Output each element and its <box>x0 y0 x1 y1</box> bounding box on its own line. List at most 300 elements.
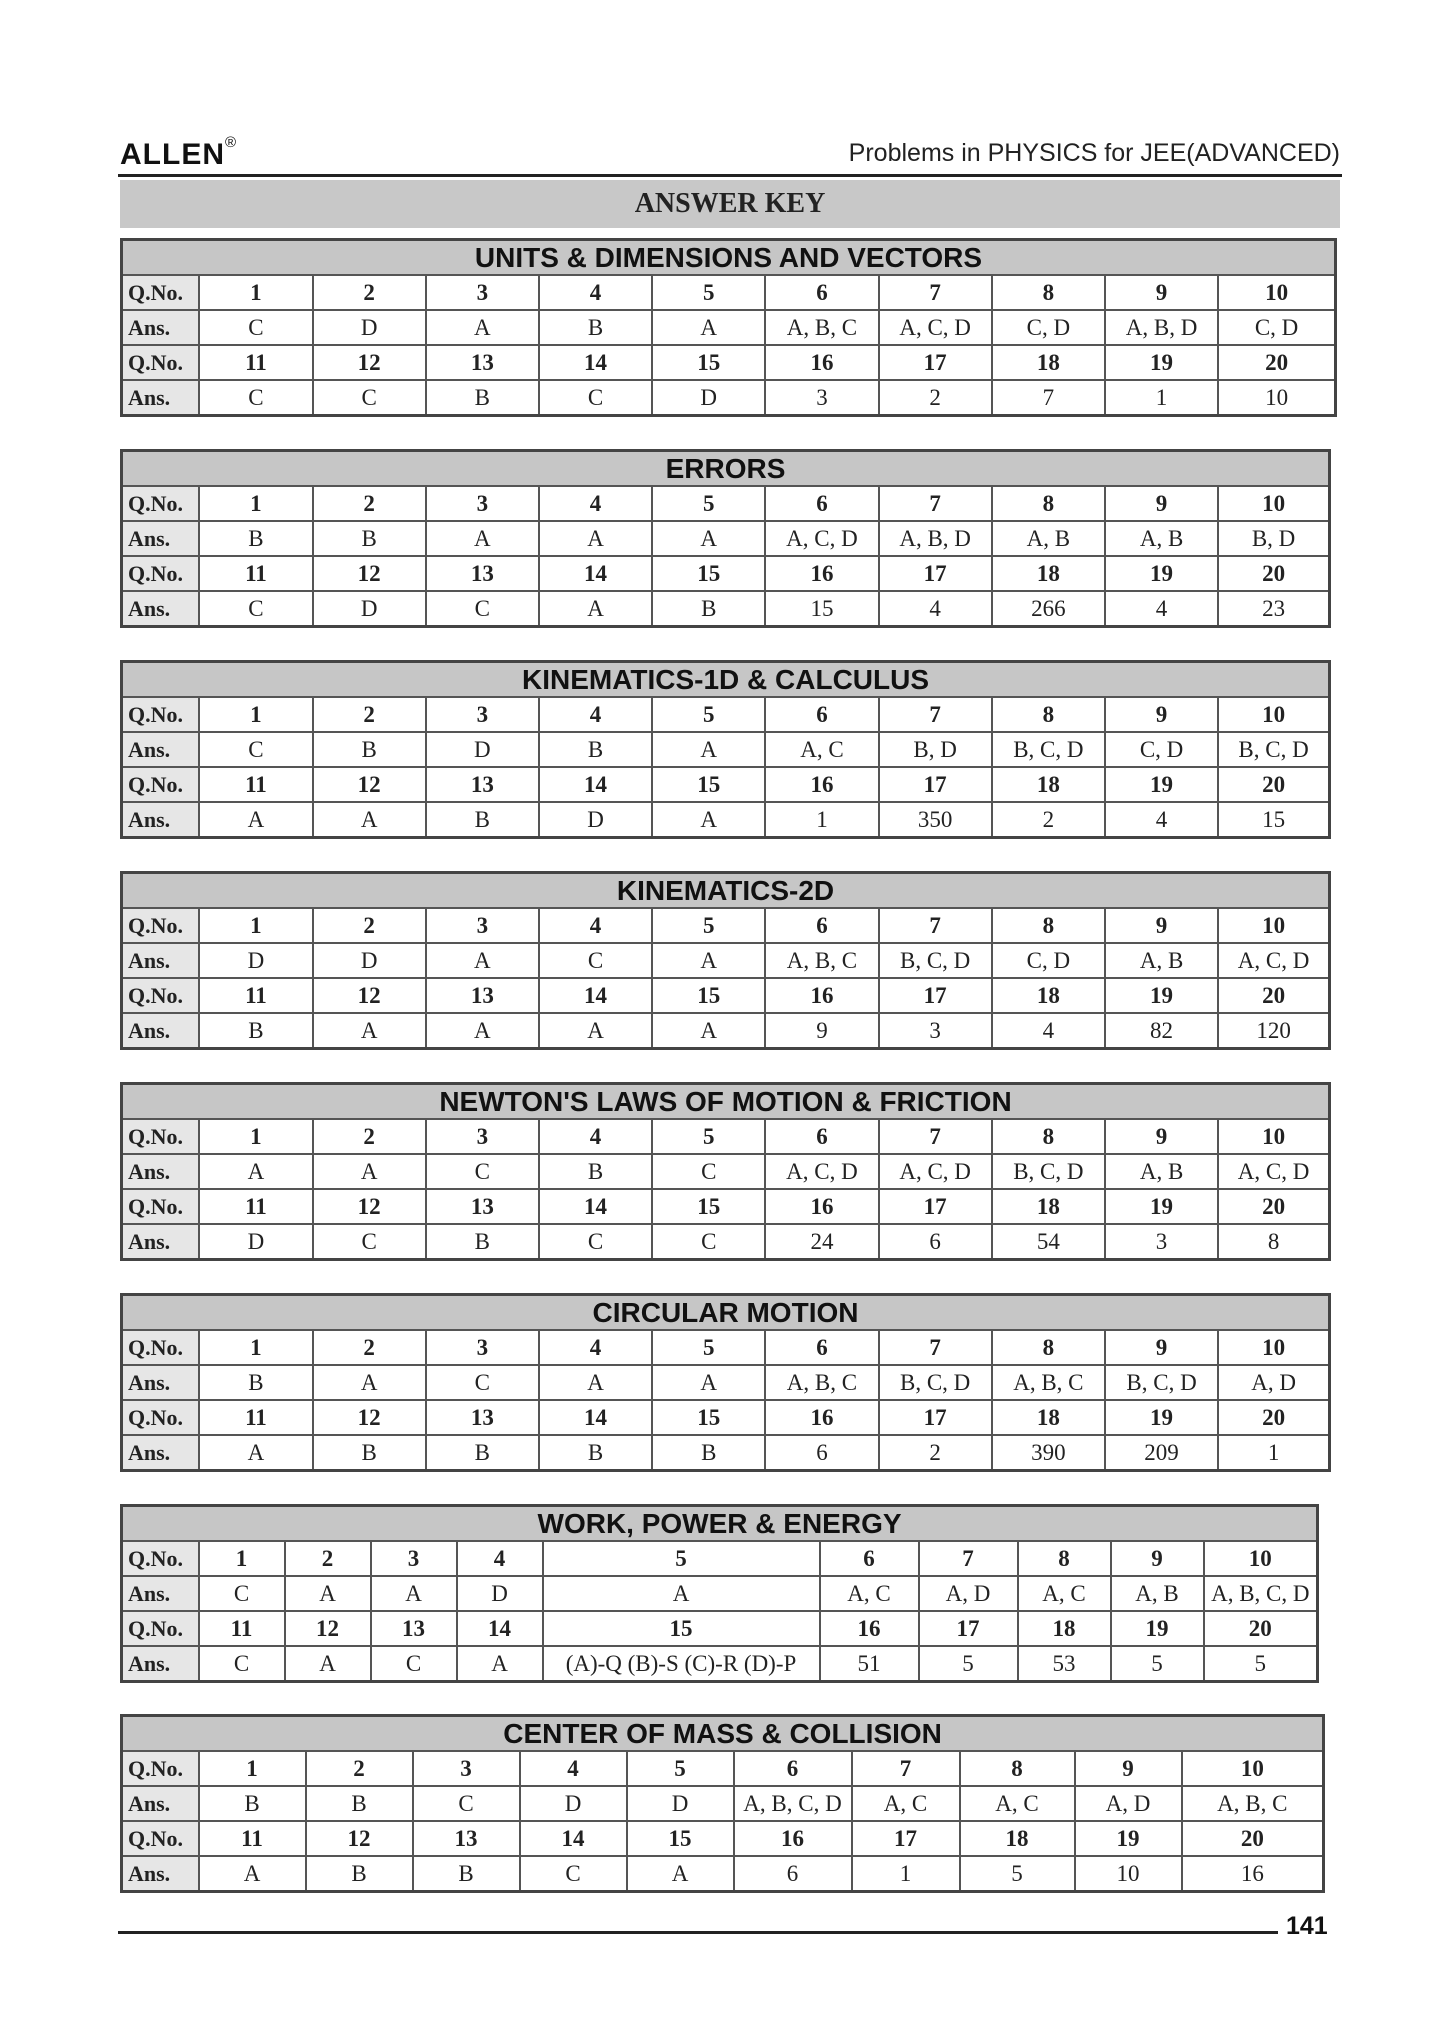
section-title: CENTER OF MASS & COLLISION <box>122 1716 1324 1752</box>
section-title: WORK, POWER & ENERGY <box>122 1506 1318 1542</box>
answer-cell: 4 <box>992 1013 1105 1049</box>
answer-cell: B <box>413 1856 520 1892</box>
question-number-row <box>122 767 1330 802</box>
question-number-cell: 20 <box>1218 767 1329 802</box>
question-number-cell: 9 <box>1105 1119 1218 1154</box>
answer-cell: A <box>199 1154 312 1189</box>
question-number-cell: 1 <box>199 1541 285 1576</box>
question-number-row <box>122 908 1330 943</box>
question-number-cell: 6 <box>765 1119 878 1154</box>
question-number-cell: 10 <box>1218 697 1329 732</box>
question-number-cell: 5 <box>652 1330 765 1365</box>
question-number-cell: 14 <box>539 1400 652 1435</box>
row-label: Ans. <box>122 591 200 627</box>
question-number-cell: 15 <box>652 556 765 591</box>
question-number-cell: 12 <box>313 345 426 380</box>
question-number-cell: 19 <box>1105 1189 1218 1224</box>
answer-cell: B <box>199 521 312 556</box>
question-number-cell: 4 <box>539 1119 652 1154</box>
question-number-cell: 7 <box>879 486 992 521</box>
answer-cell: 10 <box>1218 380 1335 416</box>
answer-cell: A <box>539 591 652 627</box>
question-number-cell: 1 <box>199 1330 312 1365</box>
answer-cell: 10 <box>1075 1856 1182 1892</box>
footer-rule <box>118 1931 1278 1934</box>
row-label: Ans. <box>122 1154 200 1189</box>
row-label: Q.No. <box>122 1400 200 1435</box>
question-number-cell: 3 <box>371 1541 457 1576</box>
answer-cell: (A)-Q (B)-S (C)-R (D)-P <box>543 1646 820 1682</box>
answer-cell: 1 <box>852 1856 960 1892</box>
answer-row <box>122 1646 1318 1682</box>
question-number-cell: 11 <box>199 556 312 591</box>
question-number-cell: 13 <box>426 345 539 380</box>
answer-cell: C <box>539 943 652 978</box>
row-label: Q.No. <box>122 1330 200 1365</box>
answer-cell: B, C, D <box>1218 732 1329 767</box>
answer-cell: A <box>371 1576 457 1611</box>
row-label: Q.No. <box>122 1119 200 1154</box>
question-number-cell: 17 <box>879 1400 992 1435</box>
answer-cell: C <box>413 1786 520 1821</box>
answer-cell: A, B, C <box>1182 1786 1324 1821</box>
answer-cell: D <box>199 1224 312 1260</box>
answer-cell: A, C, D <box>765 1154 878 1189</box>
question-number-cell: 8 <box>992 486 1105 521</box>
answer-cell: C <box>539 380 652 416</box>
answer-cell: A <box>199 802 312 838</box>
answer-cell: 4 <box>879 591 992 627</box>
question-number-cell: 3 <box>426 1330 539 1365</box>
answer-cell: C <box>652 1154 765 1189</box>
question-number-cell: 18 <box>992 1400 1105 1435</box>
answer-cell: B, C, D <box>992 732 1105 767</box>
row-label: Q.No. <box>122 556 200 591</box>
question-number-cell: 19 <box>1105 556 1218 591</box>
row-label: Ans. <box>122 310 200 345</box>
question-number-cell: 19 <box>1105 978 1218 1013</box>
answer-cell: A, C <box>1018 1576 1111 1611</box>
question-number-cell: 10 <box>1218 1330 1329 1365</box>
answer-cell: 2 <box>992 802 1105 838</box>
question-number-cell: 16 <box>765 1189 878 1224</box>
answer-cell: A <box>652 802 765 838</box>
question-number-cell: 1 <box>199 1751 306 1786</box>
answer-cell: 2 <box>879 1435 992 1471</box>
answer-row <box>122 802 1330 838</box>
answer-cell: 7 <box>992 380 1105 416</box>
answer-row <box>122 1435 1330 1471</box>
answer-cell: B <box>539 1154 652 1189</box>
answer-cell: 4 <box>1105 802 1218 838</box>
row-label: Ans. <box>122 1224 200 1260</box>
question-number-cell: 20 <box>1218 345 1335 380</box>
question-number-cell: 15 <box>652 767 765 802</box>
answer-cell: 5 <box>960 1856 1075 1892</box>
question-number-cell: 12 <box>313 978 426 1013</box>
question-number-row <box>122 1189 1330 1224</box>
answer-cell: 82 <box>1105 1013 1218 1049</box>
answer-cell: A <box>313 802 426 838</box>
answer-cell: B <box>306 1856 413 1892</box>
answer-cell: 209 <box>1105 1435 1218 1471</box>
question-number-cell: 19 <box>1105 767 1218 802</box>
answer-cell: A, B, C <box>765 1365 878 1400</box>
question-number-cell: 17 <box>879 767 992 802</box>
answer-row <box>122 732 1330 767</box>
page-number: 141 <box>1286 1912 1328 1940</box>
answer-cell: C <box>539 1224 652 1260</box>
question-number-row <box>122 486 1330 521</box>
answer-cell: A, B <box>1105 1154 1218 1189</box>
answer-cell: A <box>313 1154 426 1189</box>
question-number-cell: 19 <box>1105 345 1218 380</box>
answer-cell: B <box>426 380 539 416</box>
answer-cell: 53 <box>1018 1646 1111 1682</box>
question-number-cell: 2 <box>313 697 426 732</box>
answer-cell: B, C, D <box>1105 1365 1218 1400</box>
question-number-cell: 5 <box>652 486 765 521</box>
row-label: Ans. <box>122 1786 199 1821</box>
answer-cell: D <box>627 1786 734 1821</box>
answer-cell: C <box>426 1154 539 1189</box>
question-number-cell: 5 <box>627 1751 734 1786</box>
answer-cell: 3 <box>1105 1224 1218 1260</box>
section-title: CIRCULAR MOTION <box>122 1295 1330 1331</box>
question-number-cell: 12 <box>306 1821 413 1856</box>
answer-cell: C <box>199 1576 285 1611</box>
answer-row <box>122 943 1330 978</box>
answer-cell: B, C, D <box>992 1154 1105 1189</box>
answer-cell: B, D <box>879 732 992 767</box>
answer-cell: B <box>306 1786 413 1821</box>
question-number-cell: 6 <box>765 275 878 310</box>
answer-cell: 120 <box>1218 1013 1329 1049</box>
question-number-cell: 12 <box>285 1611 371 1646</box>
answer-row <box>122 380 1336 416</box>
answer-cell: 266 <box>992 591 1105 627</box>
answer-cell: A, C <box>765 732 878 767</box>
answer-cell: A, B, C, D <box>1204 1576 1318 1611</box>
question-number-cell: 9 <box>1111 1541 1204 1576</box>
question-number-row <box>122 345 1336 380</box>
answer-cell: B <box>199 1786 306 1821</box>
answer-cell: A <box>652 1013 765 1049</box>
answer-cell: C <box>199 310 312 345</box>
answer-row <box>122 1154 1330 1189</box>
question-number-cell: 14 <box>520 1821 627 1856</box>
question-number-cell: 5 <box>652 1119 765 1154</box>
question-number-cell: 4 <box>520 1751 627 1786</box>
question-number-cell: 13 <box>413 1821 520 1856</box>
question-number-cell: 4 <box>539 908 652 943</box>
question-number-row <box>122 275 1336 310</box>
question-number-cell: 4 <box>539 275 652 310</box>
answer-cell: 8 <box>1218 1224 1329 1260</box>
answer-cell: A <box>313 1365 426 1400</box>
question-number-cell: 17 <box>879 345 992 380</box>
answer-cell: A <box>285 1576 371 1611</box>
question-number-cell: 9 <box>1105 697 1218 732</box>
question-number-cell: 15 <box>652 345 765 380</box>
question-number-cell: 17 <box>879 1189 992 1224</box>
answer-cell: C, D <box>992 310 1105 345</box>
question-number-row <box>122 697 1330 732</box>
question-number-cell: 14 <box>539 1189 652 1224</box>
question-number-cell: 4 <box>539 1330 652 1365</box>
answer-cell: A, C, D <box>879 310 992 345</box>
answer-cell: 16 <box>1182 1856 1324 1892</box>
answer-cell: 3 <box>879 1013 992 1049</box>
question-number-cell: 17 <box>879 978 992 1013</box>
question-number-cell: 17 <box>879 556 992 591</box>
question-number-cell: 20 <box>1218 978 1329 1013</box>
answer-cell: 51 <box>820 1646 919 1682</box>
row-label: Ans. <box>122 1365 200 1400</box>
question-number-cell: 19 <box>1111 1611 1204 1646</box>
answer-cell: A, C <box>960 1786 1075 1821</box>
question-number-row <box>122 1330 1330 1365</box>
question-number-row <box>122 1821 1324 1856</box>
question-number-cell: 1 <box>199 1119 312 1154</box>
book-title: Problems in PHYSICS for JEE(ADVANCED) <box>848 139 1340 167</box>
question-number-cell: 2 <box>313 1330 426 1365</box>
question-number-cell: 8 <box>960 1751 1075 1786</box>
question-number-cell: 16 <box>765 1400 878 1435</box>
question-number-cell: 7 <box>852 1751 960 1786</box>
question-number-cell: 14 <box>457 1611 543 1646</box>
answer-cell: 4 <box>1105 591 1218 627</box>
question-number-cell: 2 <box>313 486 426 521</box>
answer-cell: A <box>652 732 765 767</box>
answer-cell: C <box>652 1224 765 1260</box>
answer-cell: A, B, C <box>992 1365 1105 1400</box>
answer-cell: D <box>426 732 539 767</box>
question-number-cell: 3 <box>426 1119 539 1154</box>
answer-cell: A <box>627 1856 734 1892</box>
answer-cell: D <box>652 380 765 416</box>
row-label: Ans. <box>122 380 200 416</box>
question-number-cell: 1 <box>199 697 312 732</box>
answer-row <box>122 1856 1324 1892</box>
answer-cell: 5 <box>1111 1646 1204 1682</box>
answer-table <box>120 1082 1331 1261</box>
question-number-cell: 15 <box>652 1400 765 1435</box>
answer-cell: C <box>313 380 426 416</box>
question-number-cell: 13 <box>426 1189 539 1224</box>
answer-cell: B <box>426 1435 539 1471</box>
question-number-cell: 11 <box>199 1611 285 1646</box>
question-number-cell: 17 <box>919 1611 1018 1646</box>
answer-cell: B <box>313 1435 426 1471</box>
question-number-cell: 16 <box>765 345 878 380</box>
section-title: ERRORS <box>122 451 1330 487</box>
question-number-row <box>122 1119 1330 1154</box>
question-number-cell: 14 <box>539 345 652 380</box>
answer-table <box>120 1714 1325 1893</box>
question-number-cell: 18 <box>992 978 1105 1013</box>
answer-cell: A <box>539 1013 652 1049</box>
question-number-cell: 4 <box>539 697 652 732</box>
question-number-cell: 9 <box>1105 1330 1218 1365</box>
question-number-cell: 13 <box>426 978 539 1013</box>
answer-cell: B <box>652 591 765 627</box>
answer-cell: 6 <box>765 1435 878 1471</box>
row-label: Ans. <box>122 732 200 767</box>
answer-cell: B <box>199 1013 312 1049</box>
question-number-cell: 14 <box>539 978 652 1013</box>
answer-cell: 1 <box>1105 380 1218 416</box>
answer-cell: C, D <box>1105 732 1218 767</box>
question-number-cell: 16 <box>820 1611 919 1646</box>
answer-cell: 2 <box>879 380 992 416</box>
question-number-cell: 1 <box>199 486 312 521</box>
answer-cell: A <box>539 1365 652 1400</box>
question-number-cell: 7 <box>879 1330 992 1365</box>
question-number-cell: 6 <box>765 486 878 521</box>
answer-cell: B, C, D <box>879 943 992 978</box>
answer-cell: 350 <box>879 802 992 838</box>
answer-cell: 15 <box>765 591 878 627</box>
answer-cell: B, D <box>1218 521 1329 556</box>
question-number-cell: 16 <box>765 978 878 1013</box>
answer-cell: 6 <box>734 1856 852 1892</box>
answer-table <box>120 871 1331 1050</box>
answer-row <box>122 1013 1330 1049</box>
logo-text: ALLEN <box>120 138 225 171</box>
question-number-cell: 16 <box>734 1821 852 1856</box>
question-number-cell: 11 <box>199 978 312 1013</box>
section-title: NEWTON'S LAWS OF MOTION & FRICTION <box>122 1084 1330 1120</box>
question-number-cell: 9 <box>1105 275 1218 310</box>
question-number-cell: 8 <box>1018 1541 1111 1576</box>
answer-cell: C <box>426 1365 539 1400</box>
question-number-cell: 19 <box>1075 1821 1182 1856</box>
question-number-cell: 10 <box>1182 1751 1324 1786</box>
question-number-cell: 3 <box>426 908 539 943</box>
answer-cell: B <box>426 802 539 838</box>
answer-cell: A, B <box>1111 1576 1204 1611</box>
answer-cell: 1 <box>765 802 878 838</box>
answer-cell: 9 <box>765 1013 878 1049</box>
question-number-row <box>122 1400 1330 1435</box>
row-label: Q.No. <box>122 978 200 1013</box>
answer-cell: A <box>285 1646 371 1682</box>
question-number-cell: 5 <box>652 908 765 943</box>
answer-cell: A, C <box>852 1786 960 1821</box>
answer-cell: C, D <box>1218 310 1335 345</box>
answer-cell: D <box>199 943 312 978</box>
answer-row <box>122 591 1330 627</box>
row-label: Ans. <box>122 1435 200 1471</box>
question-number-cell: 10 <box>1204 1541 1318 1576</box>
question-number-cell: 7 <box>879 1119 992 1154</box>
question-number-cell: 15 <box>627 1821 734 1856</box>
answer-cell: A <box>652 521 765 556</box>
allen-logo <box>120 134 238 172</box>
question-number-cell: 13 <box>426 556 539 591</box>
question-number-cell: 20 <box>1218 1189 1329 1224</box>
answer-cell: 1 <box>1218 1435 1329 1471</box>
row-label: Ans. <box>122 1576 199 1611</box>
answer-cell: D <box>520 1786 627 1821</box>
question-number-cell: 4 <box>539 486 652 521</box>
question-number-cell: 8 <box>992 908 1105 943</box>
answer-cell: B <box>539 1435 652 1471</box>
answer-cell: D <box>457 1576 543 1611</box>
question-number-cell: 2 <box>306 1751 413 1786</box>
question-number-cell: 18 <box>992 556 1105 591</box>
answer-table <box>120 449 1331 628</box>
answer-cell: A <box>313 1013 426 1049</box>
question-number-cell: 18 <box>1018 1611 1111 1646</box>
question-number-cell: 15 <box>652 978 765 1013</box>
row-label: Ans. <box>122 943 200 978</box>
row-label: Q.No. <box>122 275 200 310</box>
row-label: Q.No. <box>122 1751 199 1786</box>
row-label: Q.No. <box>122 1611 199 1646</box>
answer-cell: B, C, D <box>879 1365 992 1400</box>
question-number-cell: 9 <box>1105 908 1218 943</box>
answer-cell: A <box>457 1646 543 1682</box>
answer-cell: A, D <box>1075 1786 1182 1821</box>
answer-row <box>122 1224 1330 1260</box>
row-label: Ans. <box>122 1856 199 1892</box>
row-label: Q.No. <box>122 345 200 380</box>
question-number-cell: 9 <box>1105 486 1218 521</box>
answer-cell: B <box>426 1224 539 1260</box>
row-label: Ans. <box>122 1646 199 1682</box>
answer-cell: A <box>426 943 539 978</box>
answer-cell: 390 <box>992 1435 1105 1471</box>
answer-cell: C <box>199 732 312 767</box>
question-number-row <box>122 1751 1324 1786</box>
question-number-cell: 6 <box>765 1330 878 1365</box>
registered-mark: ® <box>225 134 238 151</box>
question-number-row <box>122 1541 1318 1576</box>
question-number-cell: 5 <box>652 697 765 732</box>
question-number-cell: 3 <box>426 275 539 310</box>
answer-cell: A, B, D <box>879 521 992 556</box>
question-number-row <box>122 978 1330 1013</box>
answer-table <box>120 238 1337 417</box>
question-number-cell: 11 <box>199 1189 312 1224</box>
answer-cell: C <box>426 591 539 627</box>
question-number-cell: 15 <box>543 1611 820 1646</box>
question-number-cell: 20 <box>1182 1821 1324 1856</box>
answer-table <box>120 1504 1319 1683</box>
answer-cell: A <box>426 1013 539 1049</box>
answer-cell: B <box>652 1435 765 1471</box>
question-number-cell: 8 <box>992 1330 1105 1365</box>
question-number-row <box>122 1611 1318 1646</box>
question-number-cell: 18 <box>992 1189 1105 1224</box>
answer-cell: A, C, D <box>879 1154 992 1189</box>
question-number-cell: 1 <box>199 908 312 943</box>
answer-cell: A, C, D <box>765 521 878 556</box>
answer-cell: A, B, C <box>765 943 878 978</box>
question-number-cell: 5 <box>652 275 765 310</box>
answer-cell: A, B <box>992 521 1105 556</box>
question-number-cell: 17 <box>852 1821 960 1856</box>
answer-key-heading: ANSWER KEY <box>120 180 1340 228</box>
answer-cell: A, C, D <box>1218 943 1329 978</box>
answer-row <box>122 521 1330 556</box>
answer-cell: B <box>539 732 652 767</box>
answer-cell: A <box>652 310 765 345</box>
answer-row <box>122 1786 1324 1821</box>
answer-cell: A, B, D <box>1105 310 1218 345</box>
